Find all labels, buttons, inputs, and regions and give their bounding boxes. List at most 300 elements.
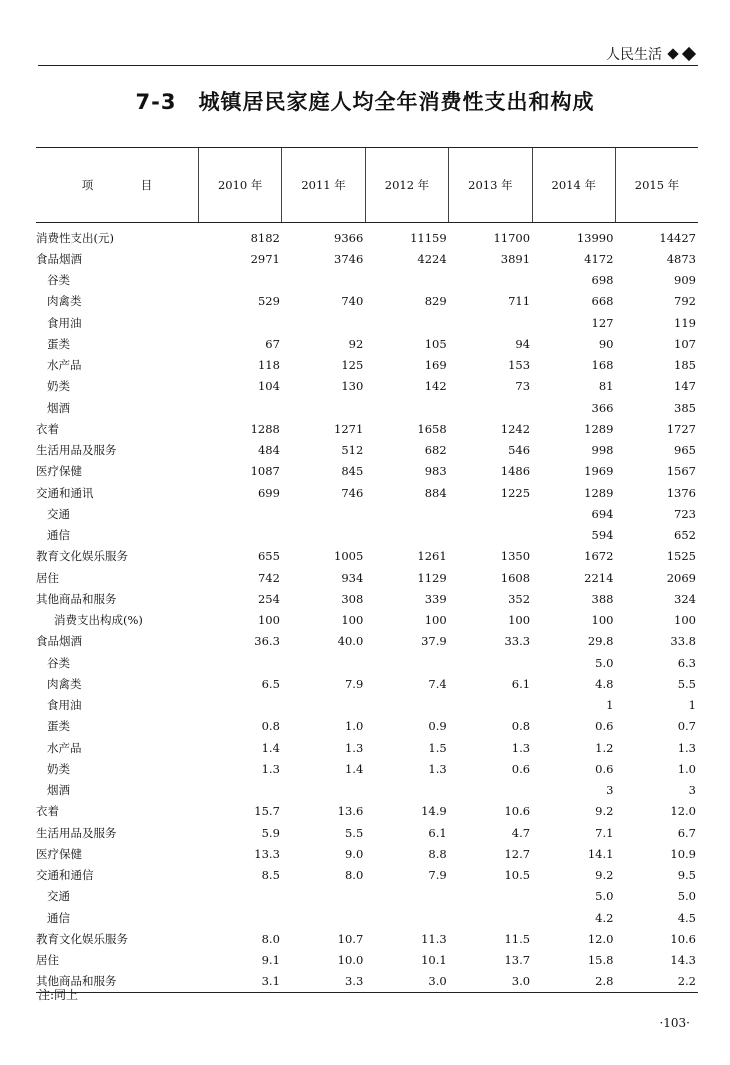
table-cell: 11700 [493,230,531,245]
table-cell [449,652,532,673]
table-cell: 1.0 [677,761,696,776]
row-label: 烟酒 [47,783,70,798]
table-cell: 12.0 [670,804,696,819]
table-row [36,631,698,652]
table-cell: 1.5 [428,740,447,755]
table-header-row [36,148,698,223]
table-cell [282,503,365,524]
table-cell: 0.7 [677,719,696,734]
row-label: 肉禽类 [47,676,82,691]
row-label: 教育文化娱乐服务 [36,549,128,564]
row-label: 衣着 [36,804,59,819]
row-label: 交通 [47,889,70,904]
table-cell: 6.1 [428,825,447,840]
diamond-icon [667,48,678,59]
table-row [36,758,698,779]
table-cell: 352 [508,591,531,606]
table-cell: 1672 [584,549,614,564]
table-cell: 740 [341,294,364,309]
row-label: 食用油 [47,315,82,330]
table-row [36,418,698,439]
table-cell: 105 [424,336,447,351]
table-cell: 14.9 [421,804,447,819]
table-row [36,737,698,758]
row-label: 教育文化娱乐服务 [36,931,128,946]
table-cell: 127 [591,315,614,330]
row-label: 医疗保健 [36,846,82,861]
table-cell: 13.3 [254,846,280,861]
column-header: 2010 年 [199,148,282,223]
table-cell: 9.2 [595,804,614,819]
row-label: 交通和通信 [36,868,94,883]
table-cell: 1969 [584,464,614,479]
table-cell [282,525,365,546]
table-cell: 5.0 [595,655,614,670]
table-cell: 5.5 [677,676,696,691]
table-cell: 388 [591,591,614,606]
table-cell: 1525 [666,549,696,564]
table-cell: 73 [515,379,531,394]
row-label: 食品烟酒 [36,634,82,649]
table-row [36,270,698,291]
table-cell: 1289 [584,485,614,500]
table-row [36,716,698,737]
row-label: 蛋类 [47,719,70,734]
table-cell [449,907,532,928]
table-cell [199,907,282,928]
table-cell: 100 [508,613,531,628]
table-row [36,355,698,376]
table-cell: 3 [606,783,614,798]
table-cell: 3 [688,783,696,798]
table-cell: 324 [674,591,696,606]
table-cell: 9366 [334,230,364,245]
table-cell: 1129 [417,570,447,585]
table-cell: 366 [591,400,614,415]
table-row [36,397,698,418]
table-cell: 100 [674,613,696,628]
table-row [36,440,698,461]
table-number: 7-3 [135,90,177,114]
row-label: 水产品 [47,358,82,373]
table-cell: 8.8 [428,846,447,861]
table-cell: 682 [424,443,447,458]
table-cell: 8.0 [344,868,364,883]
table-cell [199,780,282,801]
table-cell: 9.0 [344,846,364,861]
row-label: 食用油 [47,698,82,713]
table-cell: 4873 [666,251,696,266]
table-cell: 12.0 [587,931,614,946]
table-cell [449,780,532,801]
table-cell: 3746 [334,251,364,266]
table-cell: 10.6 [670,931,696,946]
column-header: 2011 年 [282,148,365,223]
table-row [36,482,698,503]
table-cell [449,397,532,418]
row-label: 消费支出构成(%) [54,613,143,628]
table-cell: 1.2 [595,740,614,755]
table-cell: 3.0 [365,971,448,993]
table-cell: 1.3 [511,740,531,755]
table-title: 城镇居民家庭人均全年消费性支出和构成 [198,90,595,114]
table-cell: 6.3 [677,655,696,670]
table-cell: 1087 [250,464,280,479]
table-cell: 33.3 [504,634,531,649]
table-row [36,223,698,249]
section-title: 人民生活 [606,47,662,63]
table-cell: 9.2 [595,868,614,883]
table-cell [199,270,282,291]
row-label: 烟酒 [47,400,70,415]
row-label: 奶类 [47,379,70,394]
row-label: 食品烟酒 [36,251,82,266]
table-cell: 13990 [576,230,614,245]
table-row [36,950,698,971]
table-cell [365,270,448,291]
table-cell [282,695,365,716]
row-label: 谷类 [47,655,70,670]
table-cell: 1608 [500,570,531,585]
table-cell [449,525,532,546]
table-cell: 385 [674,400,696,415]
table-cell: 4.5 [677,910,696,925]
data-table [36,147,698,993]
table-cell: 185 [674,358,696,373]
page-title [0,86,730,116]
table-row [36,376,698,397]
diamond-icon [682,47,696,61]
table-cell: 1567 [666,464,696,479]
table-cell: 694 [591,506,614,521]
table-cell: 829 [424,294,447,309]
table-row [36,291,698,312]
table-cell: 33.8 [670,634,696,649]
table-cell: 15.7 [254,804,280,819]
table-row [36,461,698,482]
table-row [36,801,698,822]
table-cell: 8.0 [261,931,280,946]
table-cell: 5.5 [344,825,364,840]
row-label: 水产品 [47,740,82,755]
table-cell: 9.5 [677,868,696,883]
table-cell: 1.3 [428,761,447,776]
table-cell: 1271 [334,421,364,436]
row-label: 生活用品及服务 [36,443,117,458]
table-cell: 13.6 [337,804,364,819]
footnote: 注:同上 [38,988,79,1002]
table-cell: 40.0 [337,634,364,649]
table-row [36,312,698,333]
table-cell: 1727 [666,421,696,436]
table-cell [199,886,282,907]
table-cell: 845 [341,464,364,479]
table-cell: 1.4 [344,761,364,776]
table-cell: 3.1 [199,971,282,993]
row-label: 交通 [47,506,70,521]
table-cell [199,695,282,716]
table-cell: 998 [591,443,614,458]
column-header: 2012 年 [365,148,448,223]
table-cell: 2.2 [615,971,698,993]
table-cell [449,886,532,907]
table-row [36,928,698,949]
table-cell: 67 [265,336,280,351]
section-tag [606,44,694,64]
table-cell: 0.6 [595,761,614,776]
table-cell: 934 [341,570,364,585]
table-cell: 746 [341,485,364,500]
row-label: 交通和通讯 [36,485,94,500]
page-number: ·103· [659,1016,690,1030]
table-cell: 4224 [417,251,447,266]
row-label: 通信 [47,910,70,925]
table-cell [365,886,448,907]
table-cell: 10.1 [421,953,447,968]
table-cell: 8182 [250,230,280,245]
table-cell: 107 [674,336,696,351]
table-row [36,525,698,546]
table-cell: 7.1 [595,825,614,840]
table-cell: 0.6 [511,761,531,776]
table-cell: 4.7 [511,825,531,840]
table-cell: 5.0 [677,889,696,904]
table-cell: 10.7 [337,931,364,946]
table-cell [365,652,448,673]
table-cell: 4172 [584,251,614,266]
table-cell [282,397,365,418]
table-row [36,503,698,524]
table-cell: 1.3 [261,761,280,776]
table-cell [199,652,282,673]
row-label: 其他商品和服务 [36,971,199,993]
table-cell: 254 [257,591,280,606]
table-cell: 1.3 [677,740,696,755]
table-cell: 1288 [250,421,280,436]
table-cell: 169 [424,358,447,373]
table-cell: 11.5 [504,931,531,946]
table-row [36,822,698,843]
table-cell: 1.3 [344,740,364,755]
table-cell: 0.8 [261,719,280,734]
table-cell: 308 [341,591,364,606]
column-header: 2013 年 [449,148,532,223]
table-cell: 10.9 [670,846,696,861]
table-cell: 1289 [584,421,614,436]
table-cell: 1350 [500,549,531,564]
table-row [36,610,698,631]
table-cell: 11159 [410,230,447,245]
table-row [36,652,698,673]
column-header: 2015 年 [615,148,698,223]
table-cell: 1658 [417,421,447,436]
table-cell: 10.5 [504,868,531,883]
table-cell: 546 [508,443,531,458]
table-cell: 2069 [666,570,696,585]
table-cell: 130 [341,379,364,394]
table-cell [282,907,365,928]
table-cell: 11.3 [421,931,447,946]
table-cell: 983 [424,464,447,479]
table-cell: 2214 [584,570,614,585]
table-cell: 4.8 [595,676,614,691]
table-cell: 1261 [417,549,447,564]
table-cell: 668 [591,294,614,309]
table-cell: 655 [257,549,280,564]
table-cell: 104 [257,379,280,394]
row-label: 通信 [47,528,70,543]
table-cell: 12.7 [504,846,531,861]
table-cell [449,695,532,716]
table-cell: 90 [598,336,614,351]
table-cell: 15.8 [587,953,614,968]
table-cell: 7.9 [344,676,364,691]
table-cell [199,312,282,333]
table-cell: 29.8 [587,634,614,649]
table-row [36,567,698,588]
row-label: 消费性支出(元) [36,230,114,245]
table-cell: 119 [674,315,696,330]
table-cell: 14427 [659,230,696,245]
table-cell: 81 [598,379,614,394]
table-cell: 9.1 [261,953,280,968]
table-cell: 6.5 [261,676,280,691]
table-cell: 6.1 [511,676,531,691]
table-cell: 2971 [250,251,280,266]
table-cell: 339 [424,591,447,606]
table-cell [199,397,282,418]
table-cell: 965 [674,443,696,458]
row-label: 居住 [36,953,59,968]
table-cell: 792 [674,294,696,309]
table-cell: 100 [424,613,447,628]
table-cell: 5.9 [261,825,280,840]
table-cell: 37.9 [421,634,447,649]
table-row [36,673,698,694]
table-cell [282,780,365,801]
table-cell: 94 [515,336,531,351]
table-cell [282,652,365,673]
table-cell: 909 [674,273,696,288]
table-cell [449,312,532,333]
table-row [36,865,698,886]
table-cell: 147 [674,379,696,394]
table-cell [365,907,448,928]
table-cell: 14.3 [670,953,696,968]
table-cell: 2.8 [532,971,615,993]
row-label: 肉禽类 [47,294,82,309]
table-cell: 6.7 [677,825,696,840]
row-label: 奶类 [47,761,70,776]
table-cell [449,270,532,291]
table-cell: 7.9 [428,868,447,883]
row-label: 蛋类 [47,336,70,351]
table-cell: 512 [341,443,364,458]
table-row [36,780,698,801]
column-header: 项 目 [36,148,199,223]
table-cell [199,525,282,546]
table-cell: 1225 [500,485,531,500]
table-cell: 14.1 [587,846,614,861]
table-cell: 36.3 [254,634,280,649]
table-cell [365,525,448,546]
table-cell [365,312,448,333]
row-label: 医疗保健 [36,464,82,479]
table-cell [199,503,282,524]
table-cell: 168 [591,358,614,373]
table-cell: 0.9 [428,719,447,734]
table-row [36,907,698,928]
table-cell: 1005 [334,549,364,564]
table-cell [365,397,448,418]
table-cell: 698 [591,273,614,288]
table-cell [282,886,365,907]
table-cell: 0.8 [511,719,531,734]
table-cell: 10.6 [504,804,531,819]
table-cell: 1.0 [344,719,364,734]
table-cell: 1242 [500,421,531,436]
table-cell: 594 [591,528,614,543]
table-cell [365,695,448,716]
table-cell [449,503,532,524]
table-cell: 723 [674,506,696,521]
table-row [36,695,698,716]
table-cell: 3.0 [449,971,532,993]
table-row [36,971,698,993]
table-row [36,843,698,864]
table-row [36,588,698,609]
table-cell: 742 [257,570,280,585]
table-cell: 3.3 [282,971,365,993]
table-cell: 7.4 [428,676,447,691]
table-cell: 711 [508,294,531,309]
table-row [36,886,698,907]
table-cell: 10.0 [337,953,364,968]
table-cell [365,503,448,524]
table-cell: 1376 [666,485,696,500]
row-label: 生活用品及服务 [36,825,117,840]
table-cell [365,780,448,801]
table-cell: 100 [341,613,364,628]
table-cell: 142 [424,379,447,394]
table-row [36,333,698,354]
column-header: 2014 年 [532,148,615,223]
table-cell: 8.5 [261,868,280,883]
table-cell: 118 [257,358,280,373]
table-cell: 13.7 [504,953,531,968]
table-row [36,248,698,269]
row-label: 衣着 [36,421,59,436]
row-label: 居住 [36,570,59,585]
table-cell: 0.6 [595,719,614,734]
table-row [36,546,698,567]
table-cell: 1486 [500,464,531,479]
table-cell: 3891 [500,251,531,266]
table-cell: 153 [508,358,531,373]
table-cell: 1 [688,698,696,713]
table-cell [282,312,365,333]
table-cell: 484 [257,443,280,458]
table-cell: 5.0 [595,889,614,904]
table-cell: 529 [257,294,280,309]
table-cell: 125 [341,358,364,373]
table-cell: 652 [674,528,696,543]
table-cell: 1.4 [261,740,280,755]
table-cell: 1 [606,698,614,713]
table-cell: 699 [257,485,280,500]
table-cell: 92 [348,336,364,351]
table-cell [282,270,365,291]
